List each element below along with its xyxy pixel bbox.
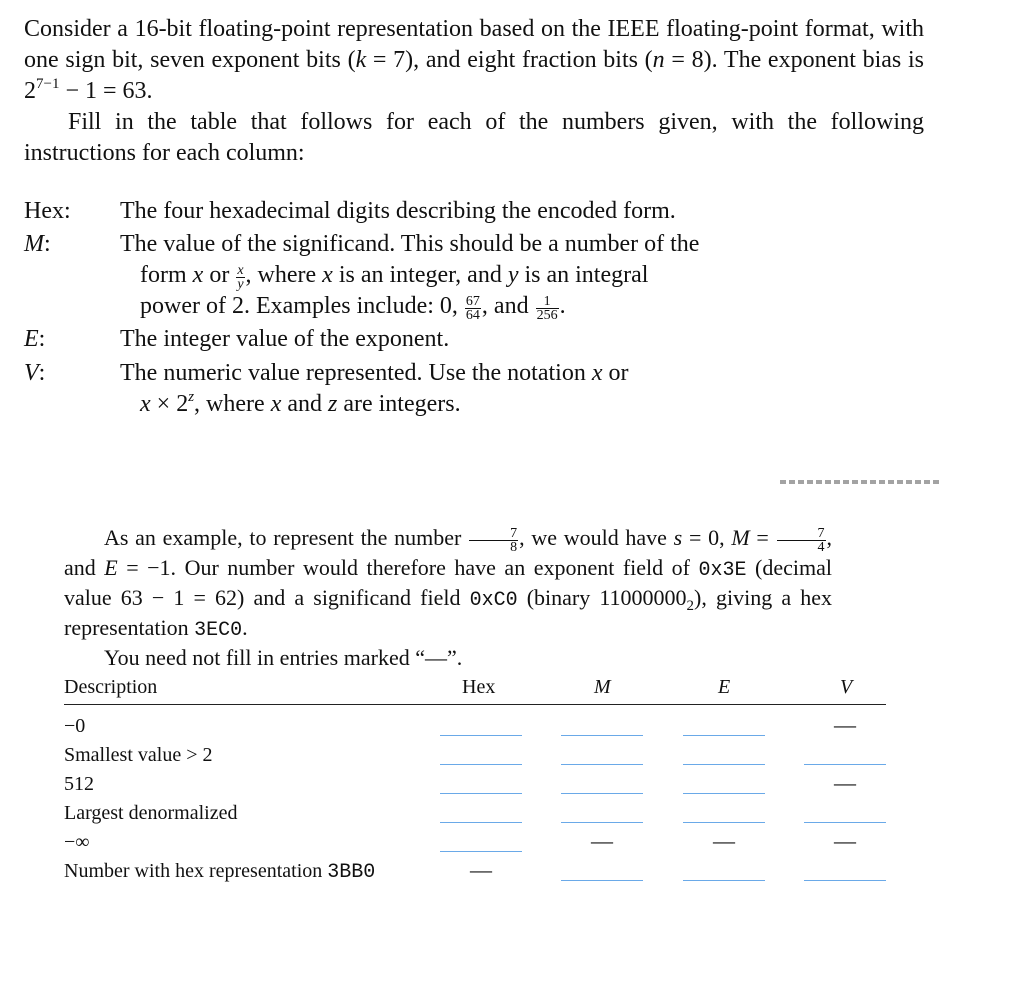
problem-paragraph-1: Consider a 16-bit floating-point representation based on the IEEE floating-point format, with one sign bit, seven exponent bits (k = 7), and eight fraction bits (n = 8). The exponent bias is $2^{7-1} - 1 = 63$. bbox=[24, 16, 924, 104]
answer-blank-hex[interactable] bbox=[440, 796, 522, 823]
cropped-heading-strip bbox=[780, 480, 940, 484]
definition-v: V: The numeric value represented. Use the notation x or $x \times 2^z$, where x and z are integers. bbox=[24, 360, 629, 417]
definition-e: E: The integer value of the exponent. bbox=[24, 326, 450, 352]
answer-blank-m[interactable] bbox=[561, 796, 643, 823]
example-paragraph: As an example, to represent the number $\frac{7}{8}$ , we would have s = 0, M = $\frac{7}{4}$ , and E = −1. Our number would therefore have an exponent field of 0x3E (decimal value 63 − 1 = 62) and a significand field 0xC0 (binary $11000000_2$), giving a hex representation 3EC0. bbox=[64, 525, 832, 642]
fraction-7-8: $\frac{7}{8}$ bbox=[469, 527, 518, 554]
worked-example bbox=[64, 524, 832, 671]
answer-blank-hex[interactable] bbox=[440, 825, 522, 852]
answer-blank-e[interactable] bbox=[683, 709, 765, 736]
fraction-1-256: $\frac{1}{256}$ bbox=[536, 294, 558, 323]
table-row bbox=[64, 854, 886, 883]
table-row bbox=[64, 796, 886, 825]
header-description: Description bbox=[64, 676, 158, 698]
answer-blank-v[interactable] bbox=[804, 738, 886, 765]
row-description: −0 bbox=[64, 715, 86, 737]
answer-blank-hex[interactable] bbox=[440, 738, 522, 765]
not-required-dash-hex: — bbox=[470, 857, 492, 882]
header-hex: Hex bbox=[462, 676, 496, 698]
not-required-dash-e: — bbox=[713, 828, 735, 853]
fraction-7-4: $\frac{7}{4}$ bbox=[777, 527, 826, 554]
row-description: 512 bbox=[64, 773, 94, 795]
table-row bbox=[64, 738, 886, 767]
answer-blank-hex[interactable] bbox=[440, 709, 522, 736]
not-required-dash-m: — bbox=[591, 828, 613, 853]
row-description: Largest denormalized bbox=[64, 802, 238, 824]
not-required-dash-v: — bbox=[834, 828, 856, 853]
answer-blank-m[interactable] bbox=[561, 738, 643, 765]
answer-blank-e[interactable] bbox=[683, 796, 765, 823]
answer-blank-m[interactable] bbox=[561, 854, 643, 881]
row-description: Smallest value > 2 bbox=[64, 744, 213, 766]
answer-table bbox=[64, 676, 886, 883]
problem-statement bbox=[24, 14, 924, 169]
answer-blank-e[interactable] bbox=[683, 738, 765, 765]
definition-hex: Hex: The four hexadecimal digits describing the encoded form. bbox=[24, 198, 676, 224]
row-description: −∞ bbox=[64, 831, 90, 853]
example-note: You need not fill in entries marked “—”. bbox=[104, 645, 463, 670]
header-v: V bbox=[840, 676, 853, 698]
fraction-67-64: $\frac{67}{64}$ bbox=[465, 294, 480, 323]
header-m: M bbox=[594, 676, 611, 698]
answer-blank-m[interactable] bbox=[561, 709, 643, 736]
table-row bbox=[64, 825, 886, 854]
table-body bbox=[64, 709, 886, 883]
answer-blank-e[interactable] bbox=[683, 854, 765, 881]
table-row bbox=[64, 709, 886, 738]
table-row bbox=[64, 767, 886, 796]
answer-blank-v[interactable] bbox=[804, 854, 886, 881]
problem-paragraph-2: Fill in the table that follows for each of the numbers given, with the following instructions for each column: bbox=[24, 109, 924, 166]
answer-blank-v[interactable] bbox=[804, 796, 886, 823]
fraction-x-over-y: $\frac{x}{y}$ bbox=[237, 263, 244, 292]
header-e: E bbox=[718, 676, 731, 698]
row-description: Number with hex representation 3BB0 bbox=[64, 860, 376, 884]
answer-blank-e[interactable] bbox=[683, 767, 765, 794]
table-header bbox=[64, 676, 886, 705]
not-required-dash-v: — bbox=[834, 712, 856, 737]
not-required-dash-v: — bbox=[834, 770, 856, 795]
answer-blank-m[interactable] bbox=[561, 767, 643, 794]
definition-m: M: The value of the significand. This should be a number of the form x or $\frac{x}{y}$ , where x is an integer, and y is an integral power of 2. Examples include: 0, $\frac{67}{64}$ , and $\frac{1}{256}$ . bbox=[24, 231, 700, 323]
answer-blank-hex[interactable] bbox=[440, 767, 522, 794]
